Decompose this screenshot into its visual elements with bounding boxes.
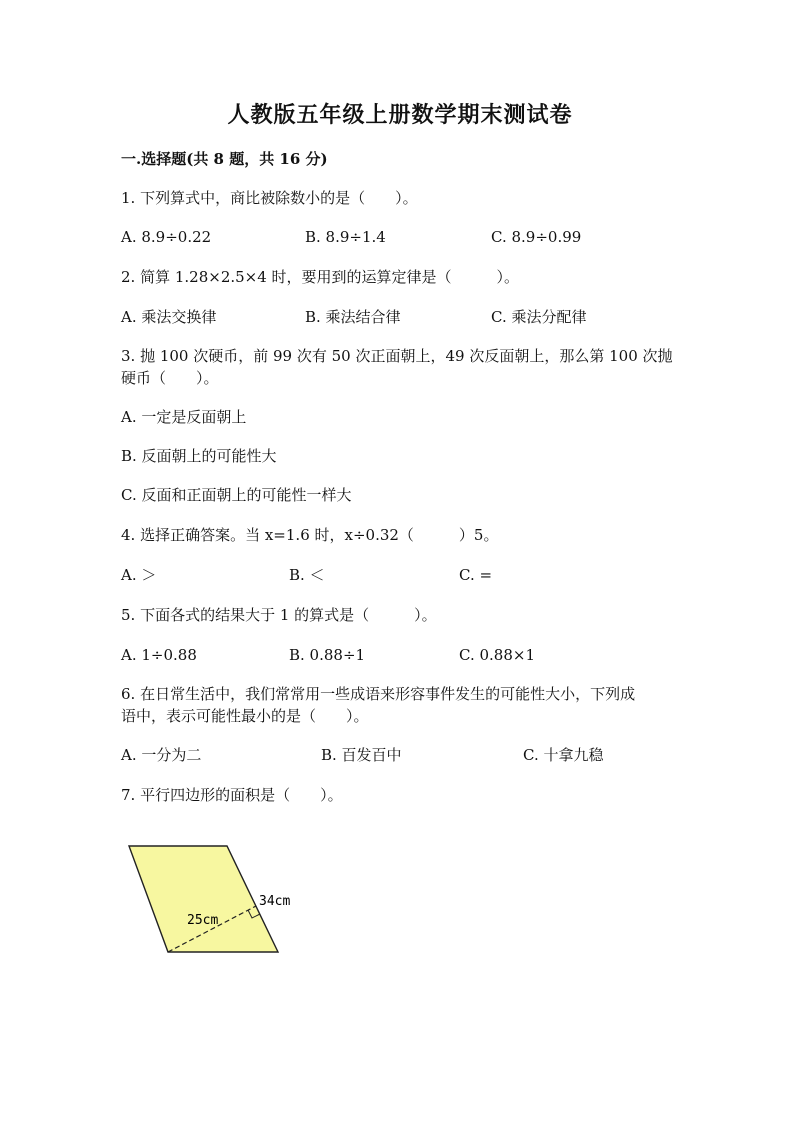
page-title: 人教版五年级上册数学期末测试卷 [227,102,573,128]
question-4-stem: 4. 选择正确答案。当 x=1.6 时，x÷0.32（ ）5。 [121,526,499,544]
question-1-option-c: C. 8.9÷0.99 [491,228,582,246]
question-2-option-b: B. 乘法结合律 [305,308,401,326]
question-1-option-b: B. 8.9÷1.4 [305,228,386,246]
question-2-option-c: C. 乘法分配律 [491,308,587,326]
question-2-stem: 2. 简算 1.28×2.5×4 时，要用到的运算定律是（ ）。 [121,268,520,286]
height-length-label: 34cm [259,894,291,909]
question-3-option-b: B. 反面朝上的可能性大 [121,447,277,465]
question-1-option-a: A. 8.9÷0.22 [121,228,212,246]
question-2-option-a: A. 乘法交换律 [121,308,217,326]
parallelogram-figure [120,838,310,958]
question-7-stem: 7. 平行四边形的面积是（ ）。 [121,786,343,804]
question-3-option-c: C. 反面和正面朝上的可能性一样大 [121,486,352,504]
question-5-option-b: B. 0.88÷1 [289,646,366,664]
question-5-option-c: C. 0.88×1 [459,646,535,664]
question-6-stem-line-2: 语中，表示可能性最小的是（ ）。 [121,707,369,725]
question-1-stem: 1. 下列算式中，商比被除数小的是（ ）。 [121,189,418,207]
question-3-option-a: A. 一定是反面朝上 [121,408,247,426]
section-heading: 一.选择题(共 8 题，共 16 分) [121,150,328,168]
question-6-option-a: A. 一分为二 [121,746,202,764]
question-6-option-b: B. 百发百中 [321,746,402,764]
question-5-stem: 5. 下面各式的结果大于 1 的算式是（ ）。 [121,606,437,624]
base-length-label: 25cm [187,913,219,928]
question-6-option-c: C. 十拿九稳 [523,746,604,764]
parallelogram-shape [129,846,278,952]
question-5-option-a: A. 1÷0.88 [121,646,197,664]
question-4-option-b: B. ＜ [289,566,325,584]
question-4-option-c: C. = [459,566,493,584]
question-6-stem-line-1: 6. 在日常生活中，我们常常用一些成语来形容事件发生的可能性大小，下列成 [121,685,636,703]
question-3-stem-line-1: 3. 抛 100 次硬币，前 99 次有 50 次正面朝上，49 次反面朝上，那么第 100 次抛 [121,347,673,365]
question-3-stem-line-2: 硬币（ ）。 [121,369,219,387]
question-4-option-a: A. ＞ [121,566,157,584]
